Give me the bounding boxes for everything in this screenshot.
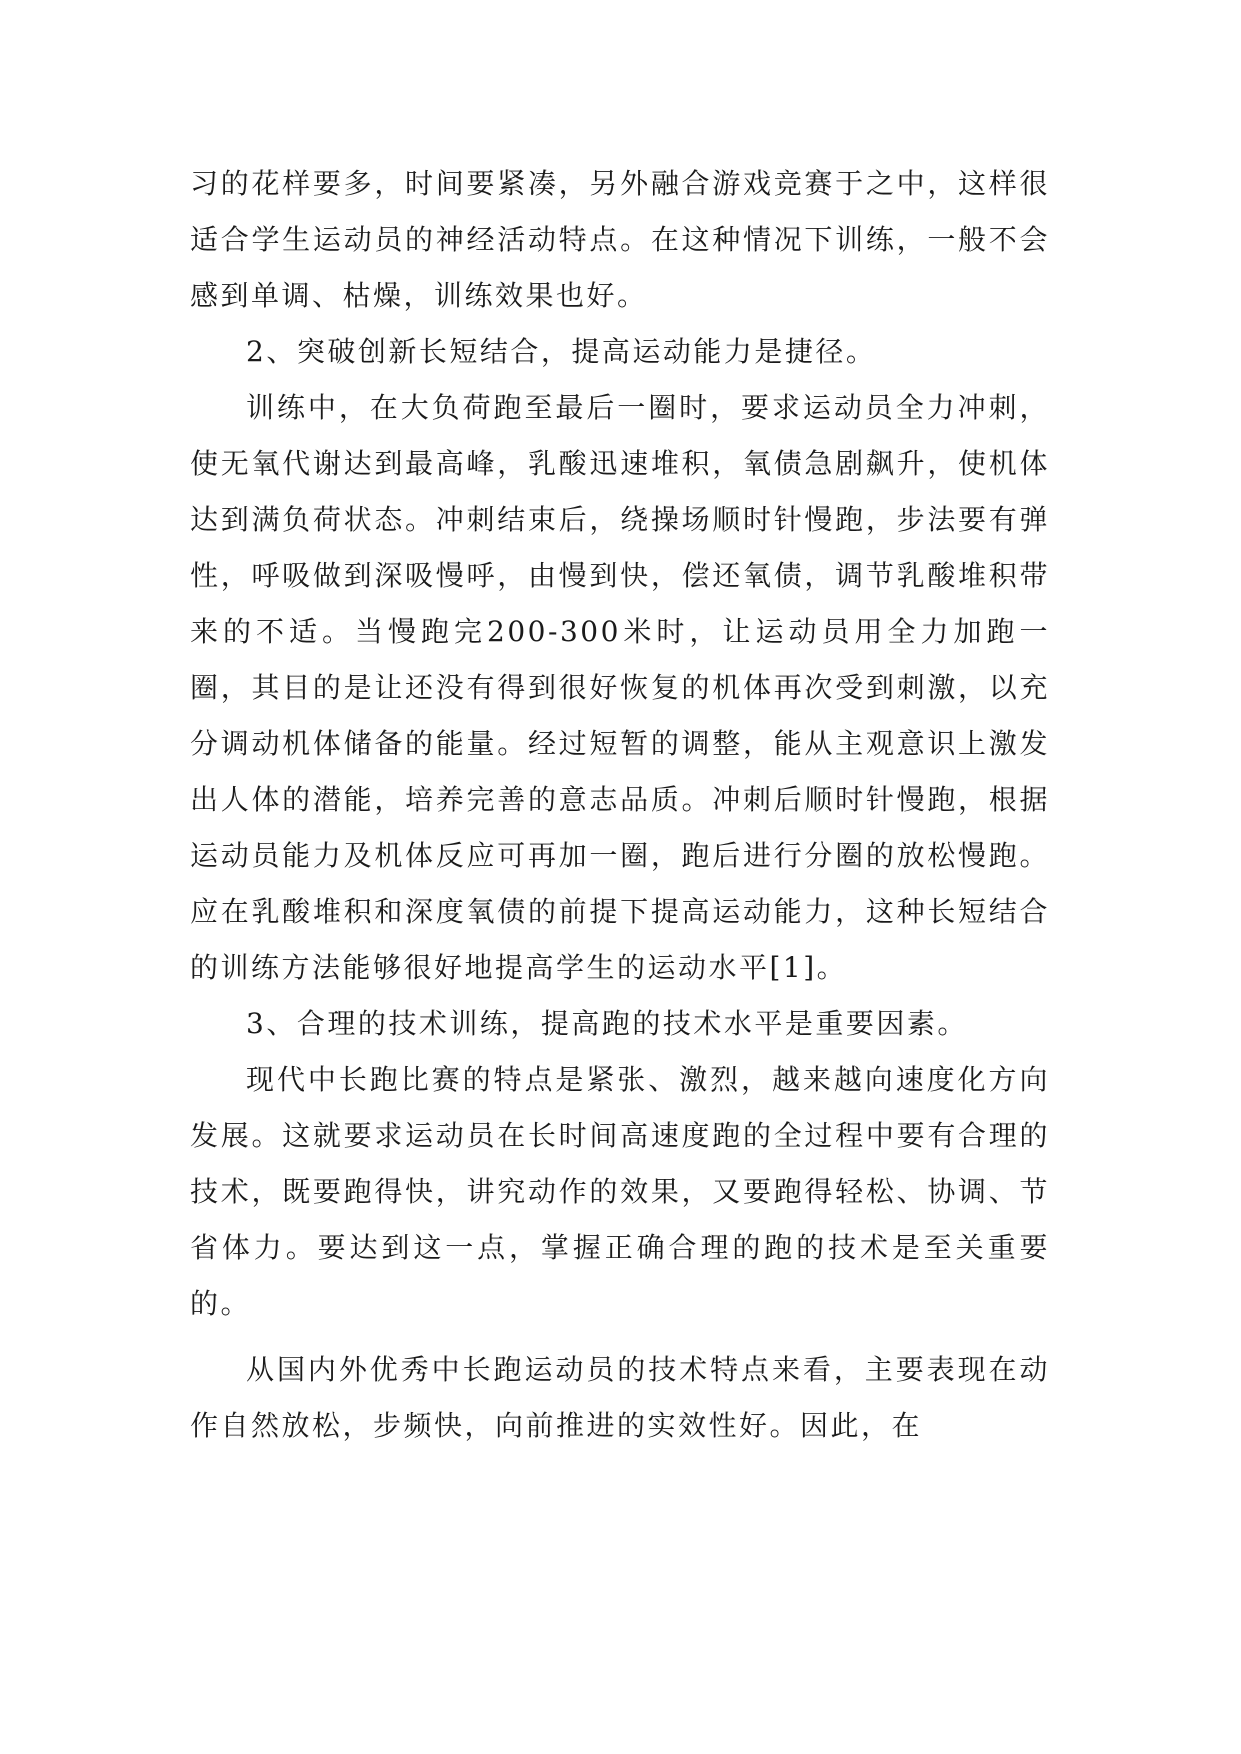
section-heading-2: 2、突破创新长短结合，提高运动能力是捷径。: [246, 335, 877, 368]
document-body: [190, 156, 1050, 1454]
paragraph-modern-running: 现代中长跑比赛的特点是紧张、激烈，越来越向速度化方向发展。这就要求运动员在长时间高速度跑的全过程中要有合理的技术，既要跑得快，讲究动作的效果，又要跑得轻松、协调、节省体力。要达到这一点，掌握正确合理的跑的技术是至关重要的。: [190, 1063, 1050, 1320]
paragraph-training-method: 训练中，在大负荷跑至最后一圈时，要求运动员全力冲刺，使无氧代谢达到最高峰，乳酸迅速堆积，氧债急剧飙升，使机体达到满负荷状态。冲刺结束后，绕操场顺时针慢跑，步法要有弹性，呼吸做到深吸慢呼，由慢到快，偿还氧债，调节乳酸堆积带来的不适。当慢跑完200-300米时，让运动员用全力加跑一圈，其目的是让还没有得到很好恢复的机体再次受到刺激，以充分调动机体储备的能量。经过短暂的调整，能从主观意识上激发出人体的潜能，培养完善的意志品质。冲刺后顺时针慢跑，根据运动员能力及机体反应可再加一圈，跑后进行分圈的放松慢跑。应在乳酸堆积和深度氧债的前提下提高运动能力，这种长短结合的训练方法能够很好地提高学生的运动水平[1]。: [190, 391, 1050, 984]
section-heading-3: 3、合理的技术训练，提高跑的技术水平是重要因素。: [246, 1007, 968, 1040]
paragraph-continuation: 习的花样要多，时间要紧凑，另外融合游戏竞赛于之中，这样很适合学生运动员的神经活动特点。在这种情况下训练，一般不会感到单调、枯燥，训练效果也好。: [190, 167, 1050, 312]
paragraph-technique-features: 从国内外优秀中长跑运动员的技术特点来看，主要表现在动作自然放松，步频快，向前推进的实效性好。因此，在: [190, 1353, 1050, 1442]
